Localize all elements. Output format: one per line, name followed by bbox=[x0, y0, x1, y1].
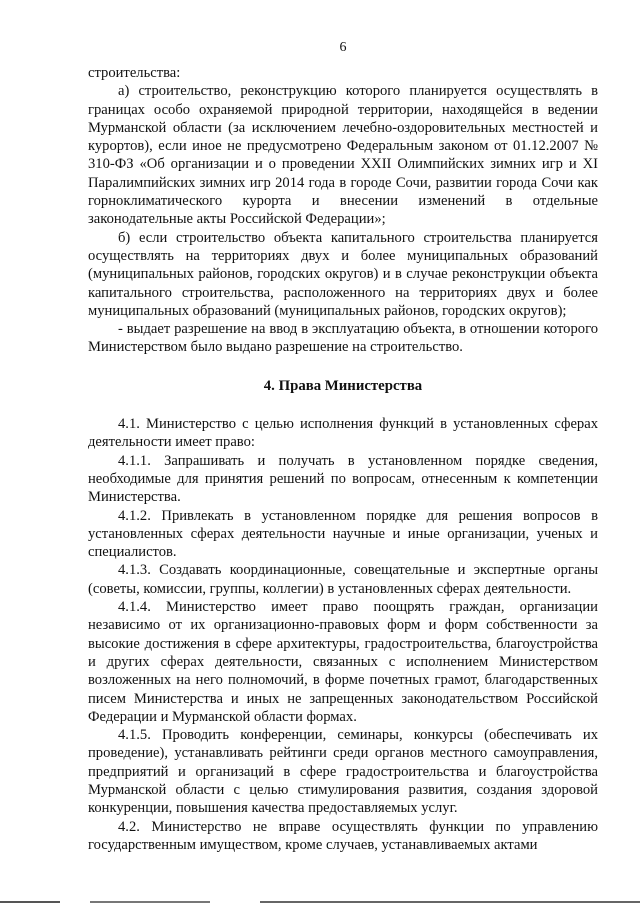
paragraph-4-2: 4.2. Министерство не вправе осуществлять функции по управлению государственным имуществом, кроме случаев, устанавливаемых актами bbox=[88, 818, 598, 853]
paragraph-4-1: 4.1. Министерство с целью исполнения функций в установленных сферах деятельности имеет право: bbox=[88, 416, 598, 451]
paragraph-4-1-3: 4.1.3. Создавать координационные, совещательные и экспертные органы (советы, комиссии, группы, коллегии) в установленных сферах деятельности. bbox=[88, 562, 598, 597]
paragraph-continuation: строительства: bbox=[88, 65, 181, 81]
paragraph-4-1-2: 4.1.2. Привлекать в установленном порядке для решения вопросов в установленных сферах деятельности научные и иные организации, ученых и специалистов. bbox=[88, 507, 598, 561]
paragraph-4-1-1: 4.1.1. Запрашивать и получать в установленном порядке сведения, необходимые для принятия решений по вопросам, отнесенным к компетенции Министерства. bbox=[88, 452, 598, 506]
scan-artifact-line bbox=[260, 901, 640, 903]
scan-artifact-line bbox=[90, 901, 210, 903]
paragraph-4-1-4: 4.1.4. Министерство имеет право поощрять граждан, организации независимо от их организационно-правовых форм и форм собственности за высокие достижения в сфере архитектуры, градостроительства, благоустройства и других сферах деятельности, связанных с исполнением Министерством возложенных на него полномочий, в форме почетных грамот, благодарственных писем Министерства и иных не запрещенных законодательством Российской Федерации и Мурманской области формах. bbox=[88, 599, 598, 725]
page-number: 6 bbox=[339, 40, 347, 55]
paragraph-item-a: а) строительство, реконструкцию которого планируется осуществлять в границах особо охраняемой природной территории, находящейся в ведении Мурманской области (за исключением лечебно-оздоровительных местностей и курортов), если иное не предусмотрено Федеральным законом от 01.12.2007 № 310-ФЗ «Об организации и о проведении XXII Олимпийских зимних игр и XI Паралимпийских зимних игр 2014 года в городе Сочи, развитии города Сочи как горноклиматического курорта и внесении изменений в отдельные законодательные акты Российской Федерации»; bbox=[88, 83, 598, 228]
document-body bbox=[88, 64, 598, 854]
paragraph-item-b: б) если строительство объекта капитального строительства планируется осуществлять на территориях двух и более муниципальных образований (муниципальных районов, городских округов) и в случае реконструкции объекта капитального строительства, расположенного на территориях двух и более муниципальных образований (муниципальных районов, городских округов); bbox=[88, 229, 598, 319]
paragraph-4-1-5: 4.1.5. Проводить конференции, семинары, конкурсы (обеспечивать их проведение), устанавливать рейтинги среди органов местного самоуправления, предприятий и организаций в сфере градостроительства и благоустройства Мурманской области с целью стимулирования развития, создания здоровой конкуренции, повышения качества предоставляемых услуг. bbox=[88, 727, 598, 817]
scan-artifact-line bbox=[0, 901, 60, 903]
paragraph-permit-commissioning: - выдает разрешение на ввод в эксплуатацию объекта, в отношении которого Министерством было выдано разрешение на строительство. bbox=[88, 321, 598, 356]
section-heading: 4. Права Министерства bbox=[263, 377, 423, 394]
